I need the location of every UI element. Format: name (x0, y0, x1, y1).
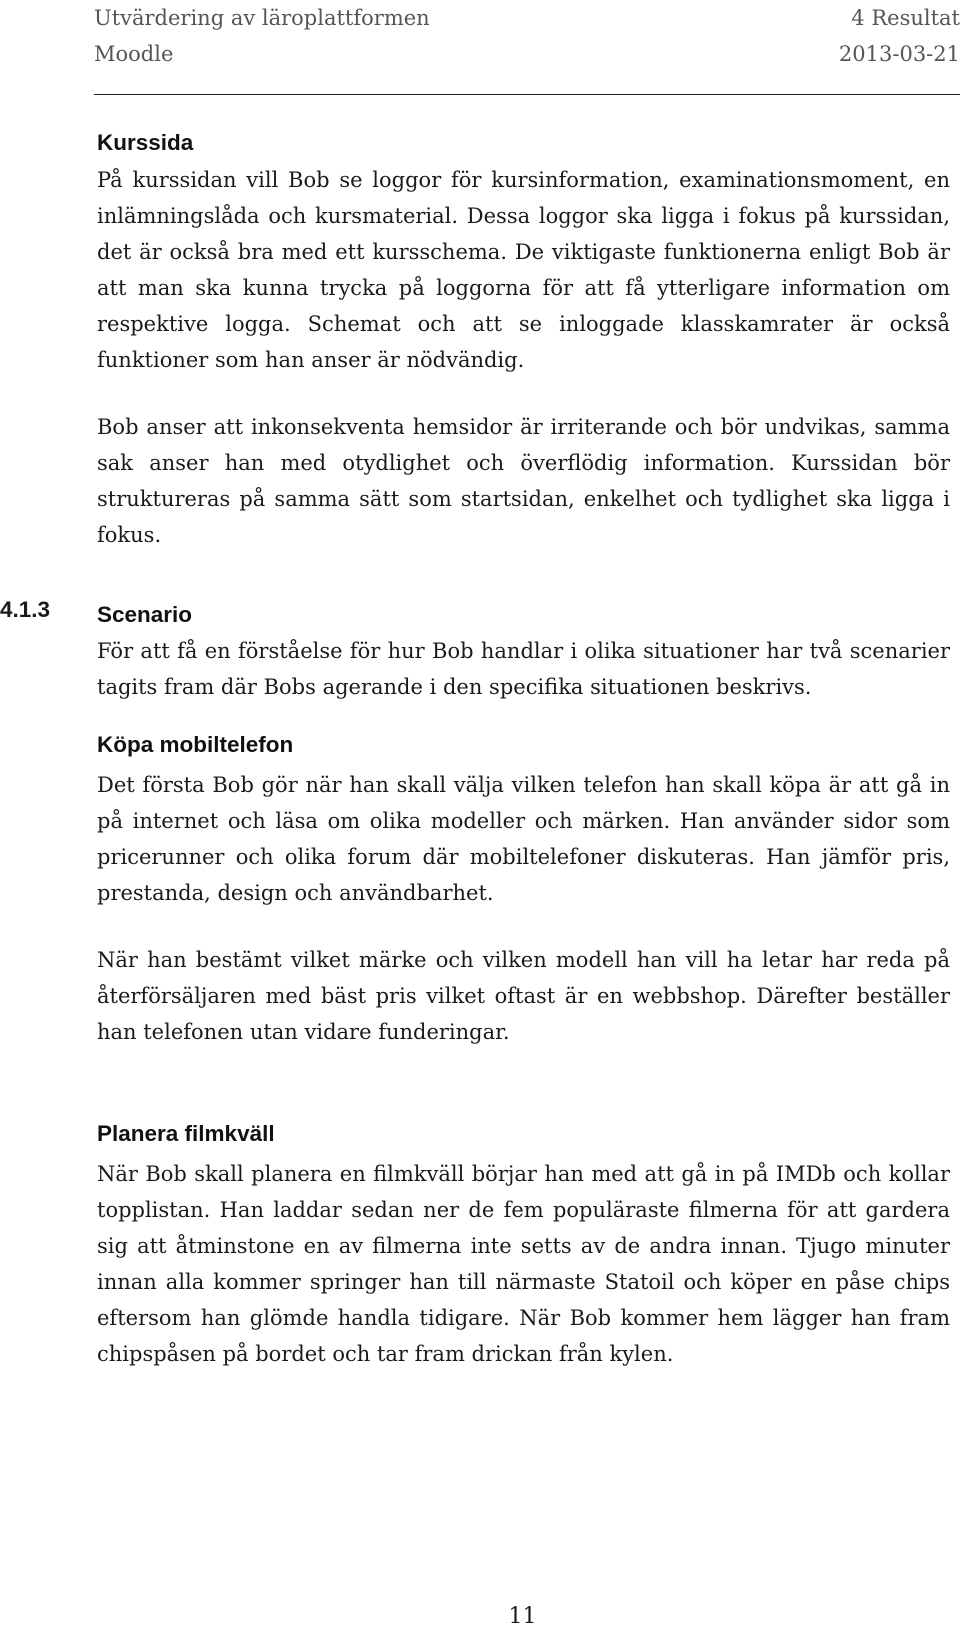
kurssida-heading: Kurssida (97, 130, 194, 155)
kurssida-paragraph-2: Bob anser att inkonsekventa hemsidor är irriterande och bör undvikas, samma sak anser han med otydlighet och överflödig information. Kurssidan bör struktureras på samma sätt som startsidan, enkelhet och tydlighet ska ligga i fokus. (97, 415, 950, 547)
kurssida-paragraph-1: På kurssidan vill Bob se loggor för kursinformation, examinationsmoment, en inlämningslåda och kursmaterial. Dessa loggor ska ligga i fokus på kurssidan, det är också bra med ett kursschema. De viktigaste funktionerna enligt Bob är att man ska kunna trycka på loggorna för att få ytterligare information om respektive logga. Schemat och att se inloggade klasskamrater är också funktioner som han anser är nödvändig. (97, 168, 950, 372)
mobil-paragraph-2: När han bestämt vilket märke och vilken modell han vill ha letar har reda på återförsäljaren med bäst pris vilket oftast är en webbshop. Därefter beställer han telefonen utan vidare funderingar. (97, 948, 950, 1044)
header-subtitle: Moodle (94, 42, 174, 66)
page-number: 11 (508, 1604, 537, 1629)
header-date: 2013-03-21 (838, 42, 960, 66)
header-rule (94, 94, 960, 95)
scenario-number: 4.1.3 (0, 597, 51, 622)
scenario-heading: Scenario (97, 602, 193, 627)
mobil-heading: Köpa mobiltelefon (97, 732, 294, 757)
page-content (0, 128, 950, 1372)
header-chapter: 4 Resultat (851, 6, 960, 30)
scenario-paragraph-1: För att få en förståelse för hur Bob handlar i olika situationer har två scenarier tagits fram där Bobs agerande i den specifika situationen beskrivs. (97, 639, 950, 699)
page-header (94, 0, 960, 100)
mobil-paragraph-1: Det första Bob gör när han skall välja vilken telefon han skall köpa är att gå in på internet och läsa om olika modeller och märken. Han använder sidor som pricerunner och olika forum där mobiltelefoner diskuteras. Han jämför pris, prestanda, design och användbarhet. (97, 773, 950, 905)
header-row-2 (94, 36, 960, 72)
film-heading: Planera filmkväll (97, 1121, 275, 1146)
film-paragraph-1: När Bob skall planera en filmkväll börjar han med att gå in på IMDb och kollar topplistan. Han laddar sedan ner de fem populäraste filmerna för att gardera sig att åtminstone en av filmerna inte setts av de andra innan. Tjugo minuter innan alla kommer springer han till närmaste Statoil och köper en påse chips eftersom han glömde handla tidigare. När Bob kommer hem lägger han fram chipspåsen på bordet och tar fram drickan från kylen. (97, 1162, 950, 1366)
scenario-section-heading (0, 597, 950, 633)
header-row-1 (94, 0, 960, 36)
header-doc-title: Utvärdering av läroplattformen (94, 6, 430, 30)
